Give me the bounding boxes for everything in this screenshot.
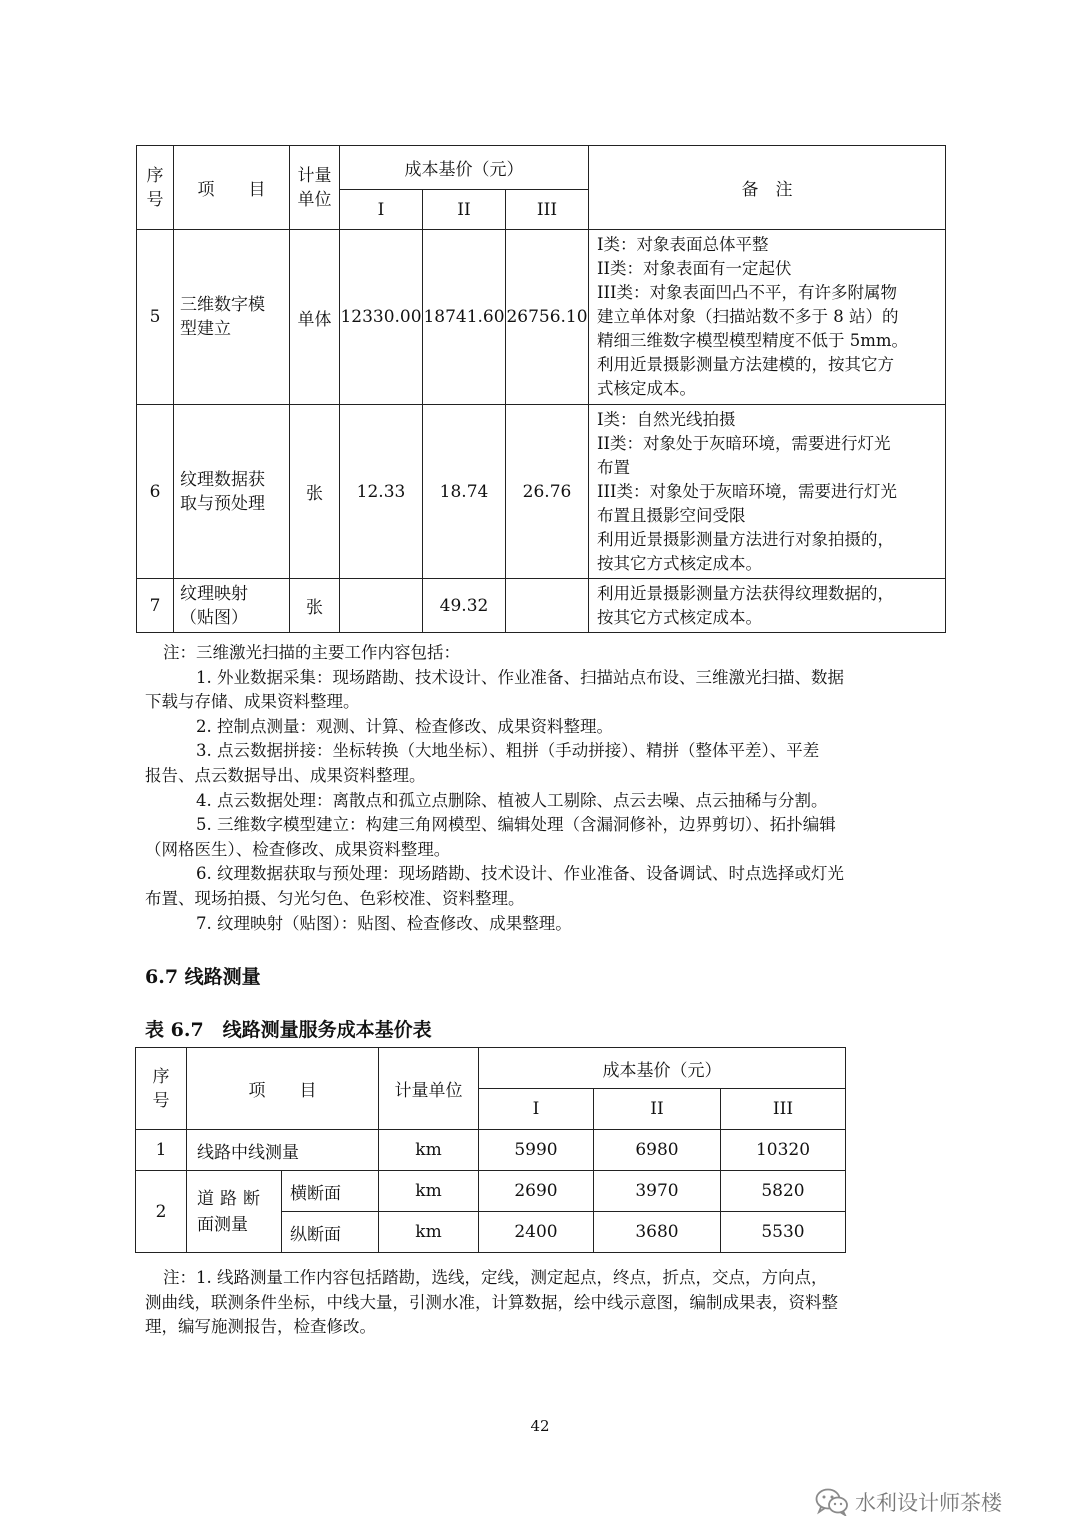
row-item <box>174 405 290 579</box>
remark-line: I类：对象表面总体平整 <box>597 235 769 254</box>
row-value-1: 5990 <box>479 1130 594 1171</box>
row-seq: 6 <box>137 405 174 579</box>
row-group-line: 道路断 <box>197 1188 266 1209</box>
note-line: 测曲线，联测条件坐标，中线大量，引测水准，计算数据，绘中线示意图，编制成果表，资料整 <box>145 1292 838 1312</box>
row-remark <box>589 579 946 633</box>
section-heading: 6.7 线路测量 <box>145 966 261 988</box>
cost-table-laser-scan <box>136 145 946 633</box>
header-seq <box>136 1048 187 1130</box>
note-line: 1. 外业数据采集：现场踏勘、技术设计、作业准备、扫描站点布设、三维激光扫描、数据 <box>196 667 844 687</box>
row-item-line: 取与预处理 <box>180 493 265 514</box>
note-line: 2. 控制点测量：观测、计算、检查修改、成果资料整理。 <box>196 716 613 736</box>
header-remark: 备 注 <box>589 146 946 230</box>
note-line: 6. 纹理数据获取与预处理：现场踏勘、技术设计、作业准备、设备调试、时点选择或灯光 <box>196 864 844 884</box>
remark-line: 精细三维数字模型模型精度不低于 5mm。 <box>597 331 909 350</box>
row-seq: 5 <box>137 230 174 405</box>
row-remark <box>589 230 946 405</box>
header-seq <box>137 146 174 230</box>
header-class-3: III <box>721 1089 846 1130</box>
note-line: 4. 点云数据处理：离散点和孤立点删除、植被人工剔除、点云去噪、点云抽稀与分割。 <box>196 790 828 810</box>
row-value-1: 12330.00 <box>340 230 423 405</box>
table-caption: 表 6.7 线路测量服务成本基价表 <box>145 1019 432 1041</box>
row-item-line: 纹理映射 <box>180 583 248 604</box>
laser-scan-notes <box>145 641 945 936</box>
row-value-3: 26756.10 <box>506 230 589 405</box>
row-value-2: 3970 <box>594 1171 721 1212</box>
watermark <box>815 1487 1002 1517</box>
row-value-2: 18.74 <box>423 405 506 579</box>
remark-line: I类：自然光线拍摄 <box>597 410 736 429</box>
header-cost: 成本基价（元） <box>340 146 589 190</box>
note-line: （网格医生）、检查修改、成果资料整理。 <box>145 839 451 859</box>
row-value-1: 12.33 <box>340 405 423 579</box>
row-unit: 单体 <box>290 230 340 405</box>
row-unit: 张 <box>290 579 340 633</box>
header-seq-text: 序号 <box>146 165 164 210</box>
note-line: 报告、点云数据导出、成果资料整理。 <box>145 765 426 785</box>
table-row <box>136 1171 846 1212</box>
row-seq: 1 <box>136 1130 187 1171</box>
cost-table-route-survey <box>135 1047 846 1253</box>
row-unit: 张 <box>290 405 340 579</box>
note-line: 注：1. 线路测量工作内容包括踏勘，选线，定线，测定起点，终点，折点，交点，方向点， <box>163 1268 828 1287</box>
header-cost: 成本基价（元） <box>479 1048 846 1089</box>
note-line: 布置、现场拍摄、匀光匀色、色彩校准、资料整理。 <box>145 888 525 908</box>
row-remark <box>589 405 946 579</box>
remark-line: 利用近景摄影测量方法获得纹理数据的， <box>597 584 894 603</box>
row-group-line: 面测量 <box>197 1214 248 1235</box>
remark-line: 利用近景摄影测量方法进行对象拍摄的， <box>597 530 894 549</box>
table-row <box>137 579 946 633</box>
row-item: 线路中线测量 <box>187 1130 379 1171</box>
header-seq-text: 序号 <box>152 1066 170 1111</box>
row-subitem: 纵断面 <box>282 1212 379 1253</box>
header-unit: 计量单位 <box>379 1048 479 1130</box>
header-unit-text: 计量单位 <box>297 165 332 210</box>
remark-line: 布置且摄影空间受限 <box>597 506 746 525</box>
watermark-text: 水利设计师茶楼 <box>855 1491 1002 1515</box>
remark-line: 建立单体对象（扫描站数不多于 8 站）的 <box>597 307 899 326</box>
row-value-2: 3680 <box>594 1212 721 1253</box>
row-unit: km <box>379 1171 479 1212</box>
header-class-3: III <box>506 190 589 230</box>
note-line: 下载与存储、成果资料整理。 <box>145 692 360 712</box>
row-value-2: 6980 <box>594 1130 721 1171</box>
row-item <box>174 230 290 405</box>
table-row <box>136 1130 846 1171</box>
page-number: 42 <box>530 1417 550 1435</box>
row-value-3: 10320 <box>721 1130 846 1171</box>
note-line: 7. 纹理映射（贴图）：贴图、检查修改、成果整理。 <box>196 913 572 933</box>
notes-intro: 注：三维激光扫描的主要工作内容包括： <box>163 643 460 662</box>
row-item <box>174 579 290 633</box>
note-line: 5. 三维数字模型建立：构建三角网模型、编辑处理（含漏洞修补，边界剪切）、拓扑编辑 <box>196 815 836 835</box>
note-line: 3. 点云数据拼接：坐标转换（大地坐标）、粗拼（手动拼接）、精拼（整体平差）、平差 <box>196 741 820 761</box>
remark-line: II类：对象处于灰暗环境，需要进行灯光 <box>597 434 891 453</box>
row-seq: 2 <box>136 1171 187 1253</box>
row-value-3 <box>506 579 589 633</box>
row-value-1: 2690 <box>479 1171 594 1212</box>
table-row <box>137 230 946 405</box>
table-row <box>137 405 946 579</box>
header-item: 项 目 <box>187 1048 379 1130</box>
row-seq: 7 <box>137 579 174 633</box>
remark-line: 按其它方式核定成本。 <box>597 608 762 627</box>
row-value-1: 2400 <box>479 1212 594 1253</box>
remark-line: 利用近景摄影测量方法建模的，按其它方 <box>597 355 894 374</box>
header-unit <box>290 146 340 230</box>
remark-line: 式核定成本。 <box>597 379 696 398</box>
header-class-1: I <box>479 1089 594 1130</box>
route-survey-notes <box>145 1266 945 1340</box>
row-value-3: 5530 <box>721 1212 846 1253</box>
row-value-3: 26.76 <box>506 405 589 579</box>
row-value-2: 18741.60 <box>423 230 506 405</box>
row-group-item <box>187 1171 282 1253</box>
row-value-3: 5820 <box>721 1171 846 1212</box>
header-class-1: I <box>340 190 423 230</box>
header-class-2: II <box>594 1089 721 1130</box>
wechat-icon <box>815 1488 849 1516</box>
row-value-1 <box>340 579 423 633</box>
remark-line: III类：对象处于灰暗环境，需要进行灯光 <box>597 482 898 501</box>
row-unit: km <box>379 1130 479 1171</box>
row-value-2: 49.32 <box>423 579 506 633</box>
note-line: 理，编写施测报告，检查修改。 <box>145 1317 376 1337</box>
remark-line: III类：对象表面凹凸不平，有许多附属物 <box>597 283 898 302</box>
row-item-line: 纹理数据获 <box>180 469 265 490</box>
remark-line: 布置 <box>597 458 630 477</box>
header-item: 项 目 <box>174 146 290 230</box>
header-class-2: II <box>423 190 506 230</box>
remark-line: II类：对象表面有一定起伏 <box>597 259 792 278</box>
row-unit: km <box>379 1212 479 1253</box>
row-subitem: 横断面 <box>282 1171 379 1212</box>
remark-line: 按其它方式核定成本。 <box>597 554 762 573</box>
row-item-line: 型建立 <box>180 319 231 339</box>
row-item-line: （贴图） <box>180 607 248 628</box>
row-item-line: 三维数字模 <box>180 295 265 315</box>
